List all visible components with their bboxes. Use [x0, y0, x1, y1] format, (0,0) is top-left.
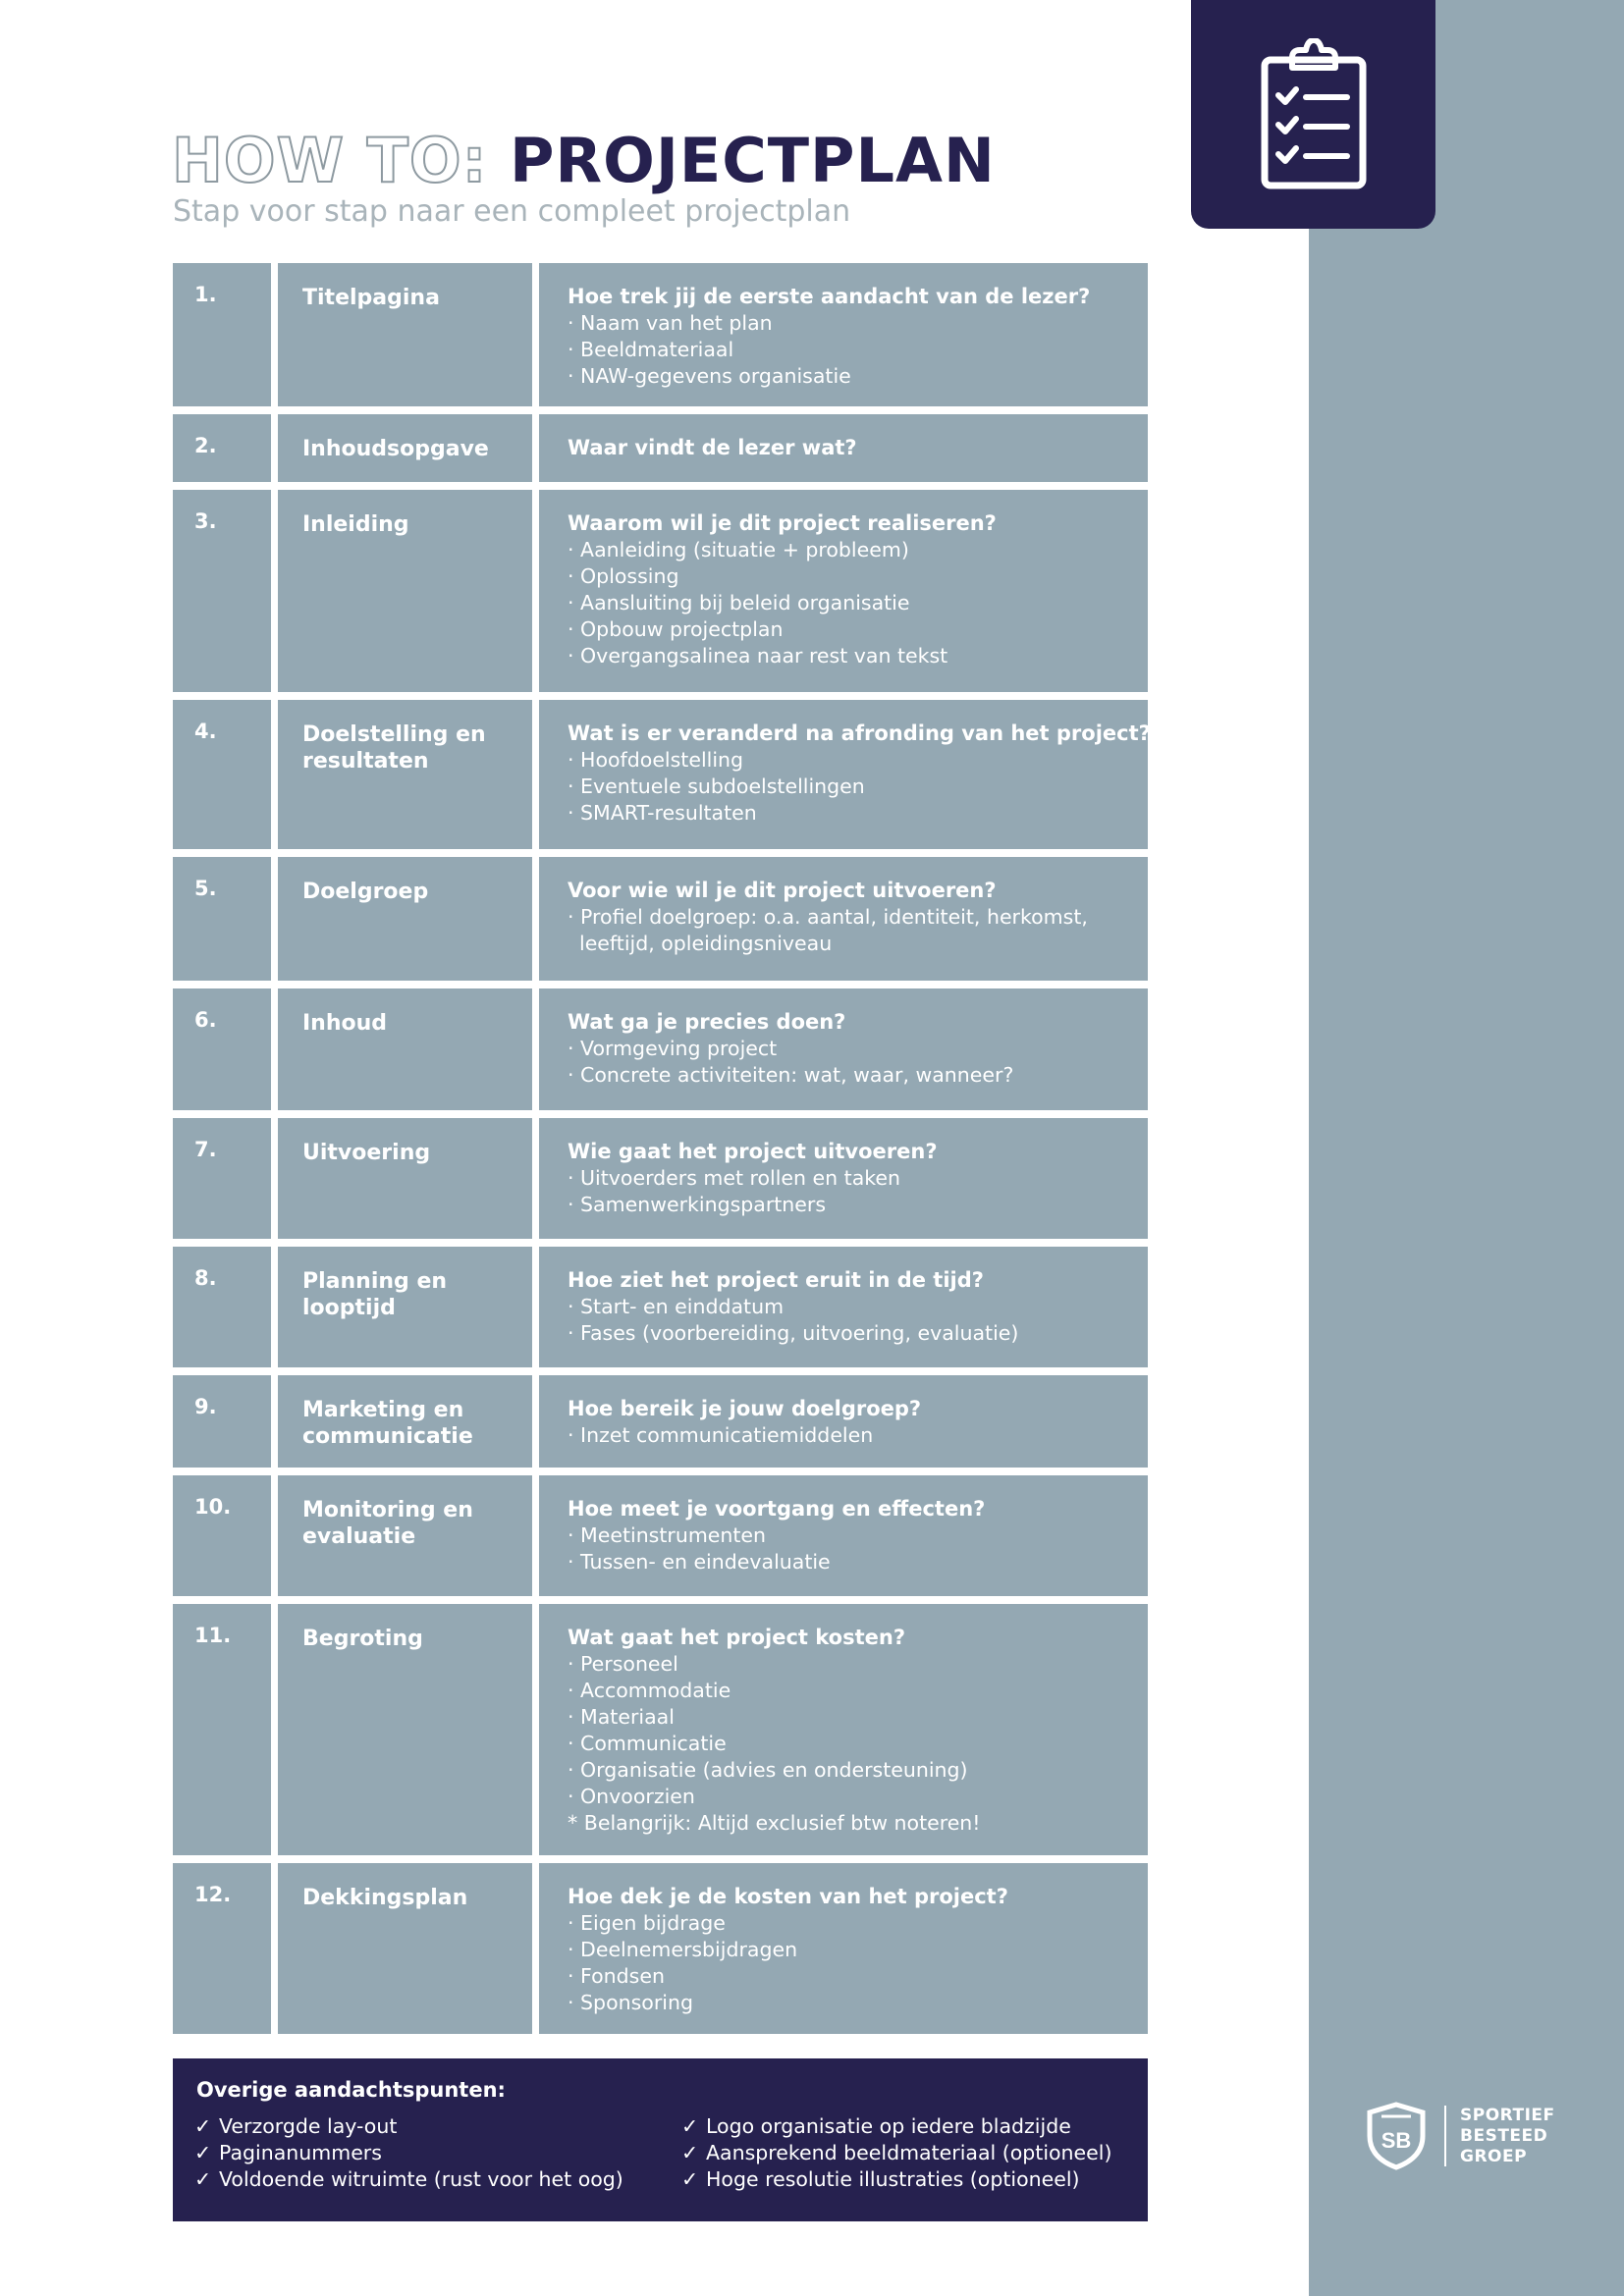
step-row: [173, 1247, 1148, 1367]
step-label-cell: [278, 1118, 532, 1239]
step-checklist: [568, 310, 1142, 390]
step-checklist: [568, 1165, 1142, 1218]
additional-point: [681, 2166, 1111, 2193]
step-row: [173, 988, 1148, 1110]
steps-table: [173, 263, 1151, 2042]
page-subtitle: Stap voor stap naar een compleet projectplan: [173, 194, 851, 229]
step-detail-cell: [539, 490, 1148, 692]
step-item: · Concrete activiteiten: wat, waar, wanneer?: [568, 1062, 1142, 1089]
additional-point: [194, 2140, 623, 2166]
step-label-cell: [278, 988, 532, 1110]
additional-point: [194, 2113, 623, 2140]
step-detail-cell: [539, 988, 1148, 1110]
step-row: [173, 1604, 1148, 1855]
step-label-cell: [278, 1375, 532, 1468]
step-label: Marketing en communicatie: [302, 1398, 473, 1449]
additional-points-title: Overige aandachtspunten:: [196, 2078, 506, 2102]
step-detail-cell: [539, 1604, 1148, 1855]
step-number: 11.: [194, 1624, 232, 1647]
step-label-cell: [278, 1247, 532, 1367]
step-number: 12.: [194, 1883, 232, 1906]
side-band: [1309, 0, 1624, 2296]
step-item: · Materiaal: [568, 1704, 1142, 1731]
step-item: · Eventuele subdoelstellingen: [568, 774, 1142, 800]
additional-point-label: Voldoende witruimte (rust voor het oog): [219, 2167, 623, 2191]
step-detail-cell: [539, 1475, 1148, 1596]
step-checklist: [568, 1422, 1142, 1449]
title-prefix: HOW TO:: [172, 125, 488, 196]
step-label-cell: [278, 490, 532, 692]
step-label: Doelstelling en resultaten: [302, 722, 486, 774]
step-item: · Opbouw projectplan: [568, 616, 1142, 643]
title-main: PROJECTPLAN: [509, 125, 996, 196]
additional-point: [681, 2113, 1111, 2140]
additional-point-label: Verzorgde lay-out: [219, 2114, 398, 2138]
step-detail-cell: [539, 1863, 1148, 2034]
step-item: · Oplossing: [568, 563, 1142, 590]
step-checklist: [568, 1522, 1142, 1575]
step-label: Titelpagina: [302, 286, 440, 310]
step-label-cell: [278, 1475, 532, 1596]
additional-point: [194, 2166, 623, 2193]
step-detail-cell: [539, 1375, 1148, 1468]
step-item: · SMART-resultaten: [568, 800, 1142, 827]
step-item: · Accommodatie: [568, 1678, 1142, 1704]
step-question: Wat gaat het project kosten?: [568, 1626, 905, 1649]
step-label-cell: [278, 1604, 532, 1855]
step-number: 9.: [194, 1395, 217, 1418]
step-number-cell: [173, 857, 271, 981]
additional-point-label: Paginanummers: [219, 2141, 382, 2164]
step-row: [173, 857, 1148, 981]
step-question: Wie gaat het project uitvoeren?: [568, 1140, 938, 1163]
step-label: Doelgroep: [302, 880, 429, 904]
step-question: Voor wie wil je dit project uitvoeren?: [568, 879, 997, 902]
step-checklist: [568, 537, 1142, 669]
step-item: · Vormgeving project: [568, 1036, 1142, 1062]
step-label: Planning en looptijd: [302, 1269, 448, 1320]
step-item: · Uitvoerders met rollen en taken: [568, 1165, 1142, 1192]
step-detail-cell: [539, 263, 1148, 406]
step-item: · Deelnemersbijdragen: [568, 1937, 1142, 1963]
step-item: · Sponsoring: [568, 1990, 1142, 2016]
step-item: · Beeldmateriaal: [568, 337, 1142, 363]
step-detail-cell: [539, 414, 1148, 482]
brand-line: BESTEED: [1460, 2125, 1548, 2146]
step-number-cell: [173, 1118, 271, 1239]
step-number: 10.: [194, 1495, 232, 1519]
step-item: · Personeel: [568, 1651, 1142, 1678]
step-number: 7.: [194, 1138, 217, 1161]
step-checklist: [568, 747, 1142, 827]
step-question: Hoe ziet het project eruit in de tijd?: [568, 1268, 984, 1292]
page-title: [172, 126, 996, 196]
step-item: · Fondsen: [568, 1963, 1142, 1990]
step-item: · Meetinstrumenten: [568, 1522, 1142, 1549]
check-icon: ✓: [194, 2167, 212, 2191]
step-question: Waarom wil je dit project realiseren?: [568, 511, 997, 535]
step-row: [173, 263, 1148, 406]
brand-line: GROEP: [1460, 2146, 1528, 2166]
step-item: · Profiel doelgroep: o.a. aantal, identiteit, herkomst, leeftijd, opleidingsniveau: [568, 904, 1142, 957]
additional-point-label: Logo organisatie op iedere bladzijde: [706, 2114, 1071, 2138]
step-label: Inhoudsopgave: [302, 437, 489, 461]
step-item: · Naam van het plan: [568, 310, 1142, 337]
step-item: · Aansluiting bij beleid organisatie: [568, 590, 1142, 616]
additional-points-box: [173, 2058, 1148, 2221]
step-number-cell: [173, 1475, 271, 1596]
step-detail-cell: [539, 1118, 1148, 1239]
step-number: 3.: [194, 509, 217, 533]
step-item: · Overgangsalinea naar rest van tekst: [568, 643, 1142, 669]
step-item: · Aanleiding (situatie + probleem): [568, 537, 1142, 563]
step-number-cell: [173, 700, 271, 849]
additional-point: [681, 2140, 1111, 2166]
step-item: · Eigen bijdrage: [568, 1910, 1142, 1937]
brand-divider: [1444, 2106, 1446, 2166]
step-item: · Hoofdoelstelling: [568, 747, 1142, 774]
step-detail-cell: [539, 700, 1151, 849]
step-item: · Organisatie (advies en ondersteuning): [568, 1757, 1142, 1784]
step-label-cell: [278, 700, 532, 849]
step-label-cell: [278, 857, 532, 981]
step-question: Wat ga je precies doen?: [568, 1010, 846, 1034]
step-item: · NAW-gegevens organisatie: [568, 363, 1142, 390]
step-label: Dekkingsplan: [302, 1886, 468, 1910]
step-row: [173, 1118, 1148, 1239]
step-checklist: [568, 1036, 1142, 1089]
step-label: Begroting: [302, 1627, 423, 1651]
header-icon-tab: [1191, 0, 1435, 229]
step-label-cell: [278, 1863, 532, 2034]
step-row: [173, 1375, 1148, 1468]
step-item: · Inzet communicatiemiddelen: [568, 1422, 1142, 1449]
step-label-cell: [278, 263, 532, 406]
brand-line: SPORTIEF: [1460, 2105, 1555, 2125]
step-number-cell: [173, 263, 271, 406]
step-item: · Onvoorzien: [568, 1784, 1142, 1810]
check-icon: ✓: [194, 2141, 212, 2164]
step-number-cell: [173, 414, 271, 482]
step-row: [173, 1475, 1148, 1596]
step-checklist: [568, 1910, 1142, 2016]
step-number-cell: [173, 1247, 271, 1367]
clipboard-checklist-icon: [1259, 38, 1369, 191]
step-label: Inhoud: [302, 1011, 388, 1036]
step-checklist: [568, 1294, 1142, 1347]
step-question: Hoe meet je voortgang en effecten?: [568, 1497, 986, 1521]
brand-monogram: SB: [1380, 2128, 1412, 2153]
step-checklist: [568, 904, 1142, 957]
check-icon: ✓: [681, 2167, 699, 2191]
step-label: Inleiding: [302, 512, 409, 537]
step-item: · Samenwerkingspartners: [568, 1192, 1142, 1218]
check-icon: ✓: [681, 2114, 699, 2138]
step-label: Monitoring en evaluatie: [302, 1498, 473, 1549]
additional-point-label: Hoge resolutie illustraties (optioneel): [706, 2167, 1080, 2191]
step-row: [173, 490, 1148, 692]
check-icon: ✓: [681, 2141, 699, 2164]
step-number: 1.: [194, 283, 217, 306]
step-label: Uitvoering: [302, 1141, 431, 1165]
step-label-cell: [278, 414, 532, 482]
brand-logo: [1364, 2101, 1555, 2171]
step-row: [173, 414, 1148, 482]
step-number-cell: [173, 988, 271, 1110]
check-icon: ✓: [194, 2114, 212, 2138]
brand-name: [1460, 2106, 1555, 2167]
step-note: * Belangrijk: Altijd exclusief btw noteren!: [568, 1811, 981, 1835]
shield-logo-icon: [1364, 2101, 1429, 2171]
step-number-cell: [173, 1863, 271, 2034]
step-item: · Communicatie: [568, 1731, 1142, 1757]
additional-points-right: [681, 2113, 1111, 2193]
step-detail-cell: [539, 857, 1148, 981]
step-number: 4.: [194, 720, 217, 743]
step-question: Waar vindt de lezer wat?: [568, 436, 857, 459]
step-number-cell: [173, 490, 271, 692]
step-question: Hoe trek jij de eerste aandacht van de lezer?: [568, 285, 1091, 308]
step-detail-cell: [539, 1247, 1148, 1367]
step-row: [173, 1863, 1148, 2034]
step-number: 8.: [194, 1266, 217, 1290]
step-row: [173, 700, 1151, 849]
step-item: · Tussen- en eindevaluatie: [568, 1549, 1142, 1575]
additional-points-left: [194, 2113, 623, 2193]
step-item: · Start- en einddatum: [568, 1294, 1142, 1320]
step-number: 5.: [194, 877, 217, 900]
step-number-cell: [173, 1375, 271, 1468]
step-number: 2.: [194, 434, 217, 457]
step-item: · Fases (voorbereiding, uitvoering, evaluatie): [568, 1320, 1142, 1347]
step-question: Hoe dek je de kosten van het project?: [568, 1885, 1008, 1908]
step-question: Hoe bereik je jouw doelgroep?: [568, 1397, 922, 1420]
step-question: Wat is er veranderd na afronding van het project?: [568, 721, 1151, 745]
additional-point-label: Aansprekend beeldmateriaal (optioneel): [706, 2141, 1112, 2164]
step-checklist: [568, 1651, 1142, 1810]
step-number: 6.: [194, 1008, 217, 1032]
step-number-cell: [173, 1604, 271, 1855]
